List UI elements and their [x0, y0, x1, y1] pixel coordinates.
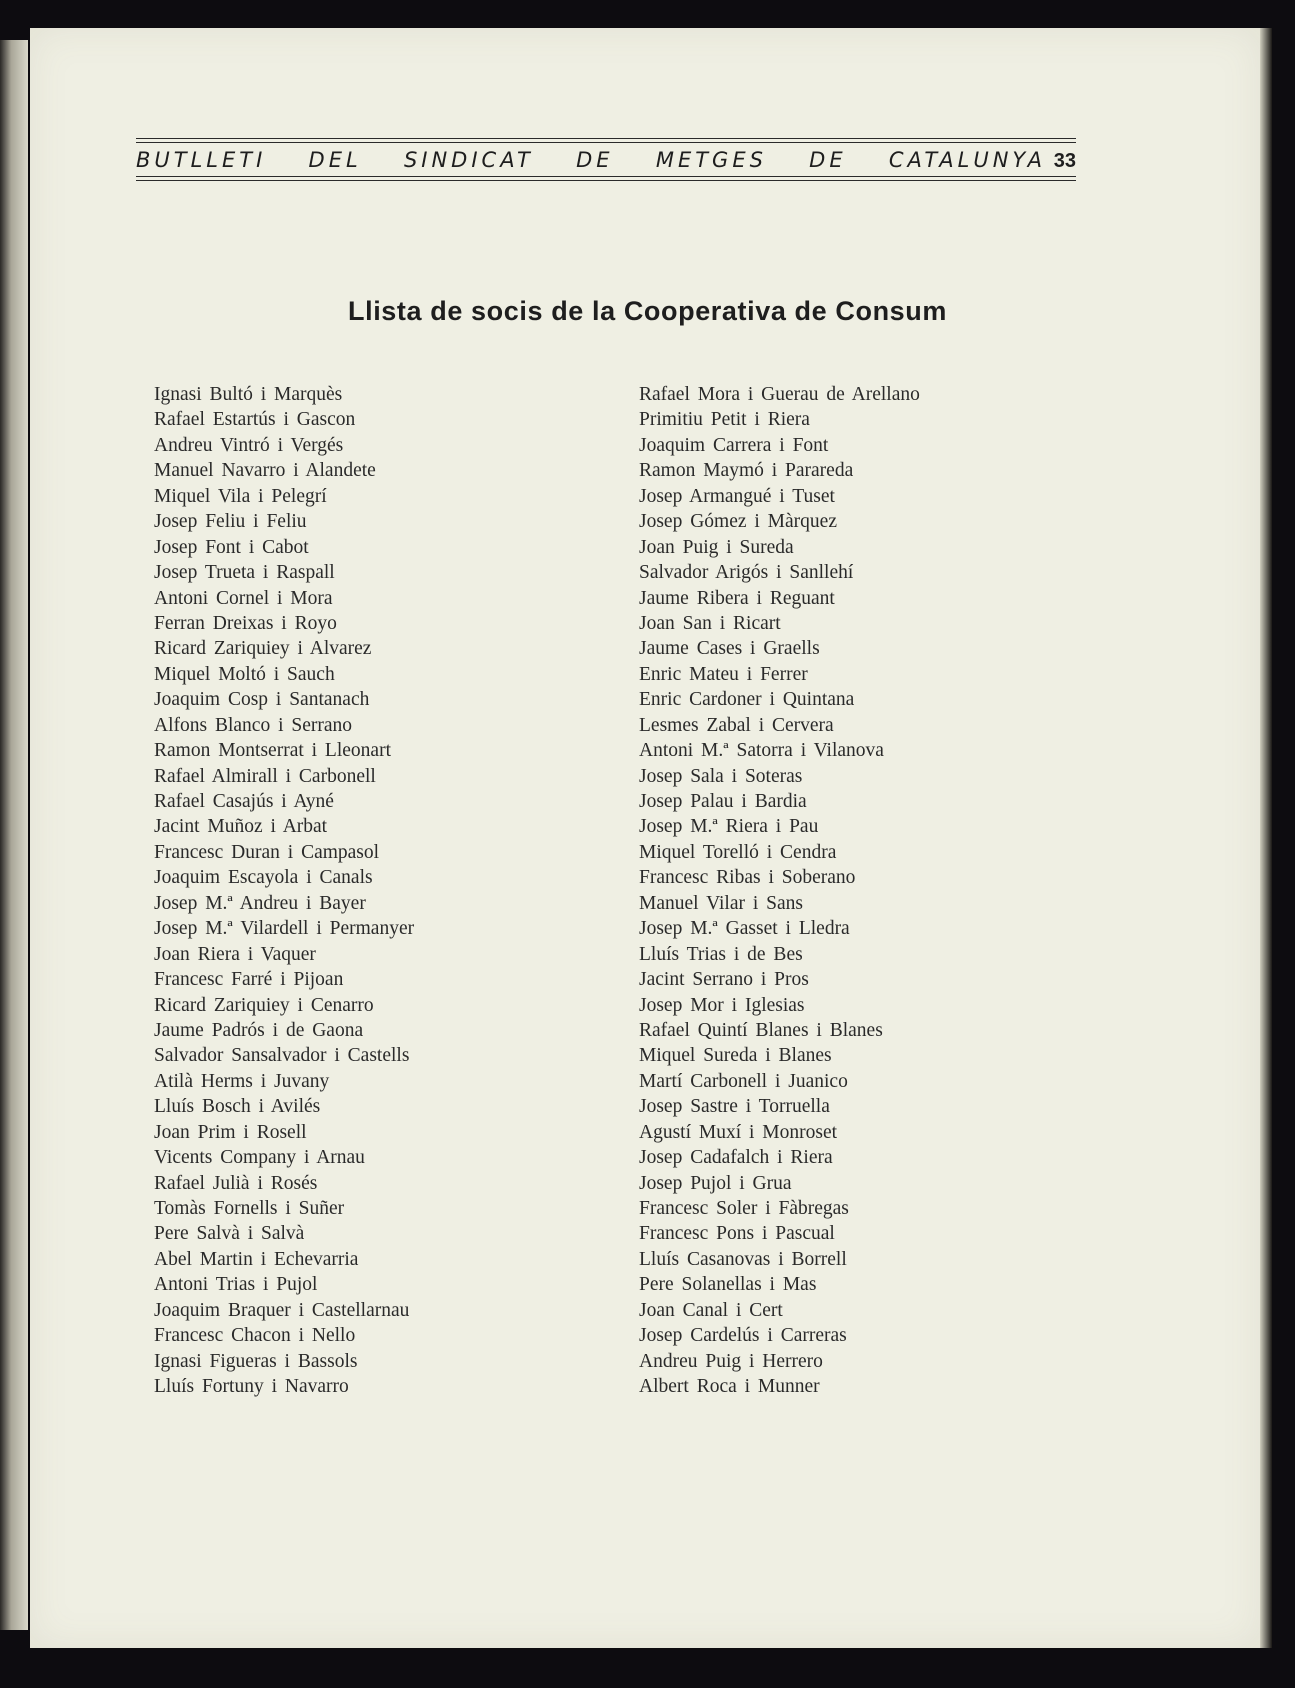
member-name: Antoni M.ª Satorra i Vilanova	[639, 740, 884, 762]
member-name: Ramon Montserrat i Lleonart	[154, 740, 391, 762]
member-name: Rafael Estartús i Gascon	[154, 409, 356, 431]
member-name: Andreu Vintró i Vergés	[154, 434, 344, 456]
member-name: Francesc Pons i Pascual	[639, 1223, 835, 1245]
member-name: Jacint Serrano i Pros	[639, 969, 809, 991]
member-name: Rafael Julià i Rosés	[154, 1172, 318, 1194]
member-name: Ignasi Figueras i Bassols	[154, 1350, 358, 1372]
member-name: Josep Cardelús i Carreras	[639, 1325, 847, 1347]
member-name: Pere Solanellas i Mas	[639, 1274, 817, 1296]
header-rule	[136, 142, 1076, 143]
member-name: Josep Font i Cabot	[154, 536, 309, 558]
member-name: Vicents Company i Arnau	[154, 1147, 365, 1169]
member-name: Manuel Navarro i Alandete	[154, 460, 376, 482]
member-name: Jaume Ribera i Reguant	[639, 587, 835, 609]
member-name: Josep Feliu i Feliu	[154, 511, 307, 533]
member-name: Josep M.ª Gasset i Lledra	[639, 918, 850, 940]
member-name: Abel Martin i Echevarria	[154, 1248, 359, 1270]
member-name: Francesc Farré i Pijoan	[154, 969, 344, 991]
running-head-word: SINDICAT	[403, 148, 534, 172]
member-name: Andreu Puig i Herrero	[639, 1350, 823, 1372]
member-name: Francesc Chacon i Nello	[154, 1325, 356, 1347]
running-head-text	[136, 148, 1046, 172]
member-name: Josep Cadafalch i Riera	[639, 1147, 833, 1169]
member-name: Joan Riera i Vaquer	[154, 943, 316, 965]
member-name: Antoni Trias i Pujol	[154, 1274, 318, 1296]
page-title: Llista de socis de la Cooperativa de Consum	[348, 296, 947, 326]
member-name: Josep Armangué i Tuset	[639, 485, 835, 507]
member-name: Josep Pujol i Grua	[639, 1172, 792, 1194]
member-name: Jacint Muñoz i Arbat	[154, 816, 328, 838]
member-name: Josep Mor i Iglesias	[639, 994, 805, 1016]
header-rule	[136, 180, 1076, 181]
header-rule	[136, 138, 1076, 139]
running-header	[108, 108, 1076, 198]
page-number: 33	[1053, 150, 1076, 172]
member-name: Atilà Herms i Juvany	[154, 1070, 330, 1092]
member-name: Josep Trueta i Raspall	[154, 562, 335, 584]
member-name: Miquel Torelló i Cendra	[639, 841, 837, 863]
member-list-left	[154, 382, 414, 1400]
member-name: Francesc Ribas i Soberano	[639, 867, 856, 889]
member-name: Josep Sastre i Torruella	[639, 1096, 830, 1118]
running-head-word: DE	[576, 148, 614, 172]
member-name: Jaume Padrós i de Gaona	[154, 1019, 364, 1041]
running-head-word: METGES	[655, 148, 767, 172]
page-right-edge	[1260, 28, 1272, 1648]
member-name: Josep M.ª Riera i Pau	[639, 816, 819, 838]
member-name: Jaume Cases i Graells	[639, 638, 820, 660]
member-name: Joaquim Cosp i Santanach	[154, 689, 370, 711]
member-name: Rafael Mora i Guerau de Arellano	[639, 384, 920, 405]
member-name: Antoni Cornel i Mora	[154, 587, 333, 609]
running-head-word: CATALUNYA	[888, 148, 1046, 172]
member-name: Ricard Zariquiey i Alvarez	[154, 638, 372, 660]
member-name: Miquel Sureda i Blanes	[639, 1045, 832, 1067]
member-name: Josep Gómez i Màrquez	[639, 511, 837, 533]
member-name: Josep Palau i Bardia	[639, 791, 807, 812]
member-name: Martí Carbonell i Juanico	[639, 1070, 848, 1092]
member-name: Joaquim Carrera i Font	[639, 434, 829, 456]
member-name: Miquel Vila i Pelegrí	[154, 485, 327, 507]
member-name: Joan San i Ricart	[639, 612, 781, 634]
member-name: Joaquim Escayola i Canals	[154, 867, 373, 889]
member-name: Francesc Duran i Campasol	[154, 841, 380, 863]
member-name: Agustí Muxí i Monroset	[639, 1121, 838, 1143]
member-name: Rafael Almirall i Carbonell	[154, 765, 376, 787]
member-name: Josep M.ª Andreu i Bayer	[154, 892, 366, 914]
member-name: Enric Cardoner i Quintana	[639, 689, 855, 711]
member-name: Lluís Fortuny i Navarro	[154, 1376, 349, 1398]
member-name: Josep M.ª Vilardell i Permanyer	[154, 918, 415, 940]
member-name: Joaquim Braquer i Castellarnau	[154, 1299, 410, 1321]
member-name: Lluís Bosch i Avilés	[154, 1096, 321, 1118]
member-name: Joan Prim i Rosell	[154, 1121, 307, 1143]
header-rule	[136, 176, 1076, 177]
member-name: Francesc Soler i Fàbregas	[639, 1198, 849, 1219]
running-head-word: DEL	[308, 148, 362, 172]
member-name: Lluís Casanovas i Borrell	[639, 1248, 847, 1270]
member-name: Enric Mateu i Ferrer	[639, 663, 808, 685]
member-name: Pere Salvà i Salvà	[154, 1223, 305, 1245]
member-list-right	[639, 382, 920, 1400]
page-binding-edge	[0, 40, 28, 1630]
member-name: Alfons Blanco i Serrano	[154, 714, 353, 736]
member-name: Lluís Trias i de Bes	[639, 943, 803, 965]
running-head-word: BUTLLETI	[136, 148, 267, 172]
member-name: Primitiu Petit i Riera	[639, 409, 810, 431]
member-name: Ignasi Bultó i Marquès	[154, 384, 343, 405]
member-name: Tomàs Fornells i Suñer	[154, 1198, 345, 1219]
member-name: Rafael Quintí Blanes i Blanes	[639, 1019, 883, 1041]
member-name: Albert Roca i Munner	[639, 1376, 820, 1398]
member-name: Ferran Dreixas i Royo	[154, 612, 337, 634]
member-name: Manuel Vilar i Sans	[639, 892, 803, 914]
member-name: Miquel Moltó i Sauch	[154, 663, 335, 685]
member-name: Salvador Arigós i Sanllehí	[639, 562, 854, 584]
member-name: Salvador Sansalvador i Castells	[154, 1045, 410, 1067]
member-name: Rafael Casajús i Ayné	[154, 791, 334, 812]
member-name: Josep Sala i Soteras	[639, 765, 803, 787]
member-name: Lesmes Zabal i Cervera	[639, 714, 834, 736]
member-name: Joan Puig i Sureda	[639, 536, 794, 558]
member-name: Joan Canal i Cert	[639, 1299, 783, 1321]
running-head-word: DE	[809, 148, 847, 172]
member-name: Ricard Zariquiey i Cenarro	[154, 994, 374, 1016]
member-name: Ramon Maymó i Parareda	[639, 460, 854, 482]
